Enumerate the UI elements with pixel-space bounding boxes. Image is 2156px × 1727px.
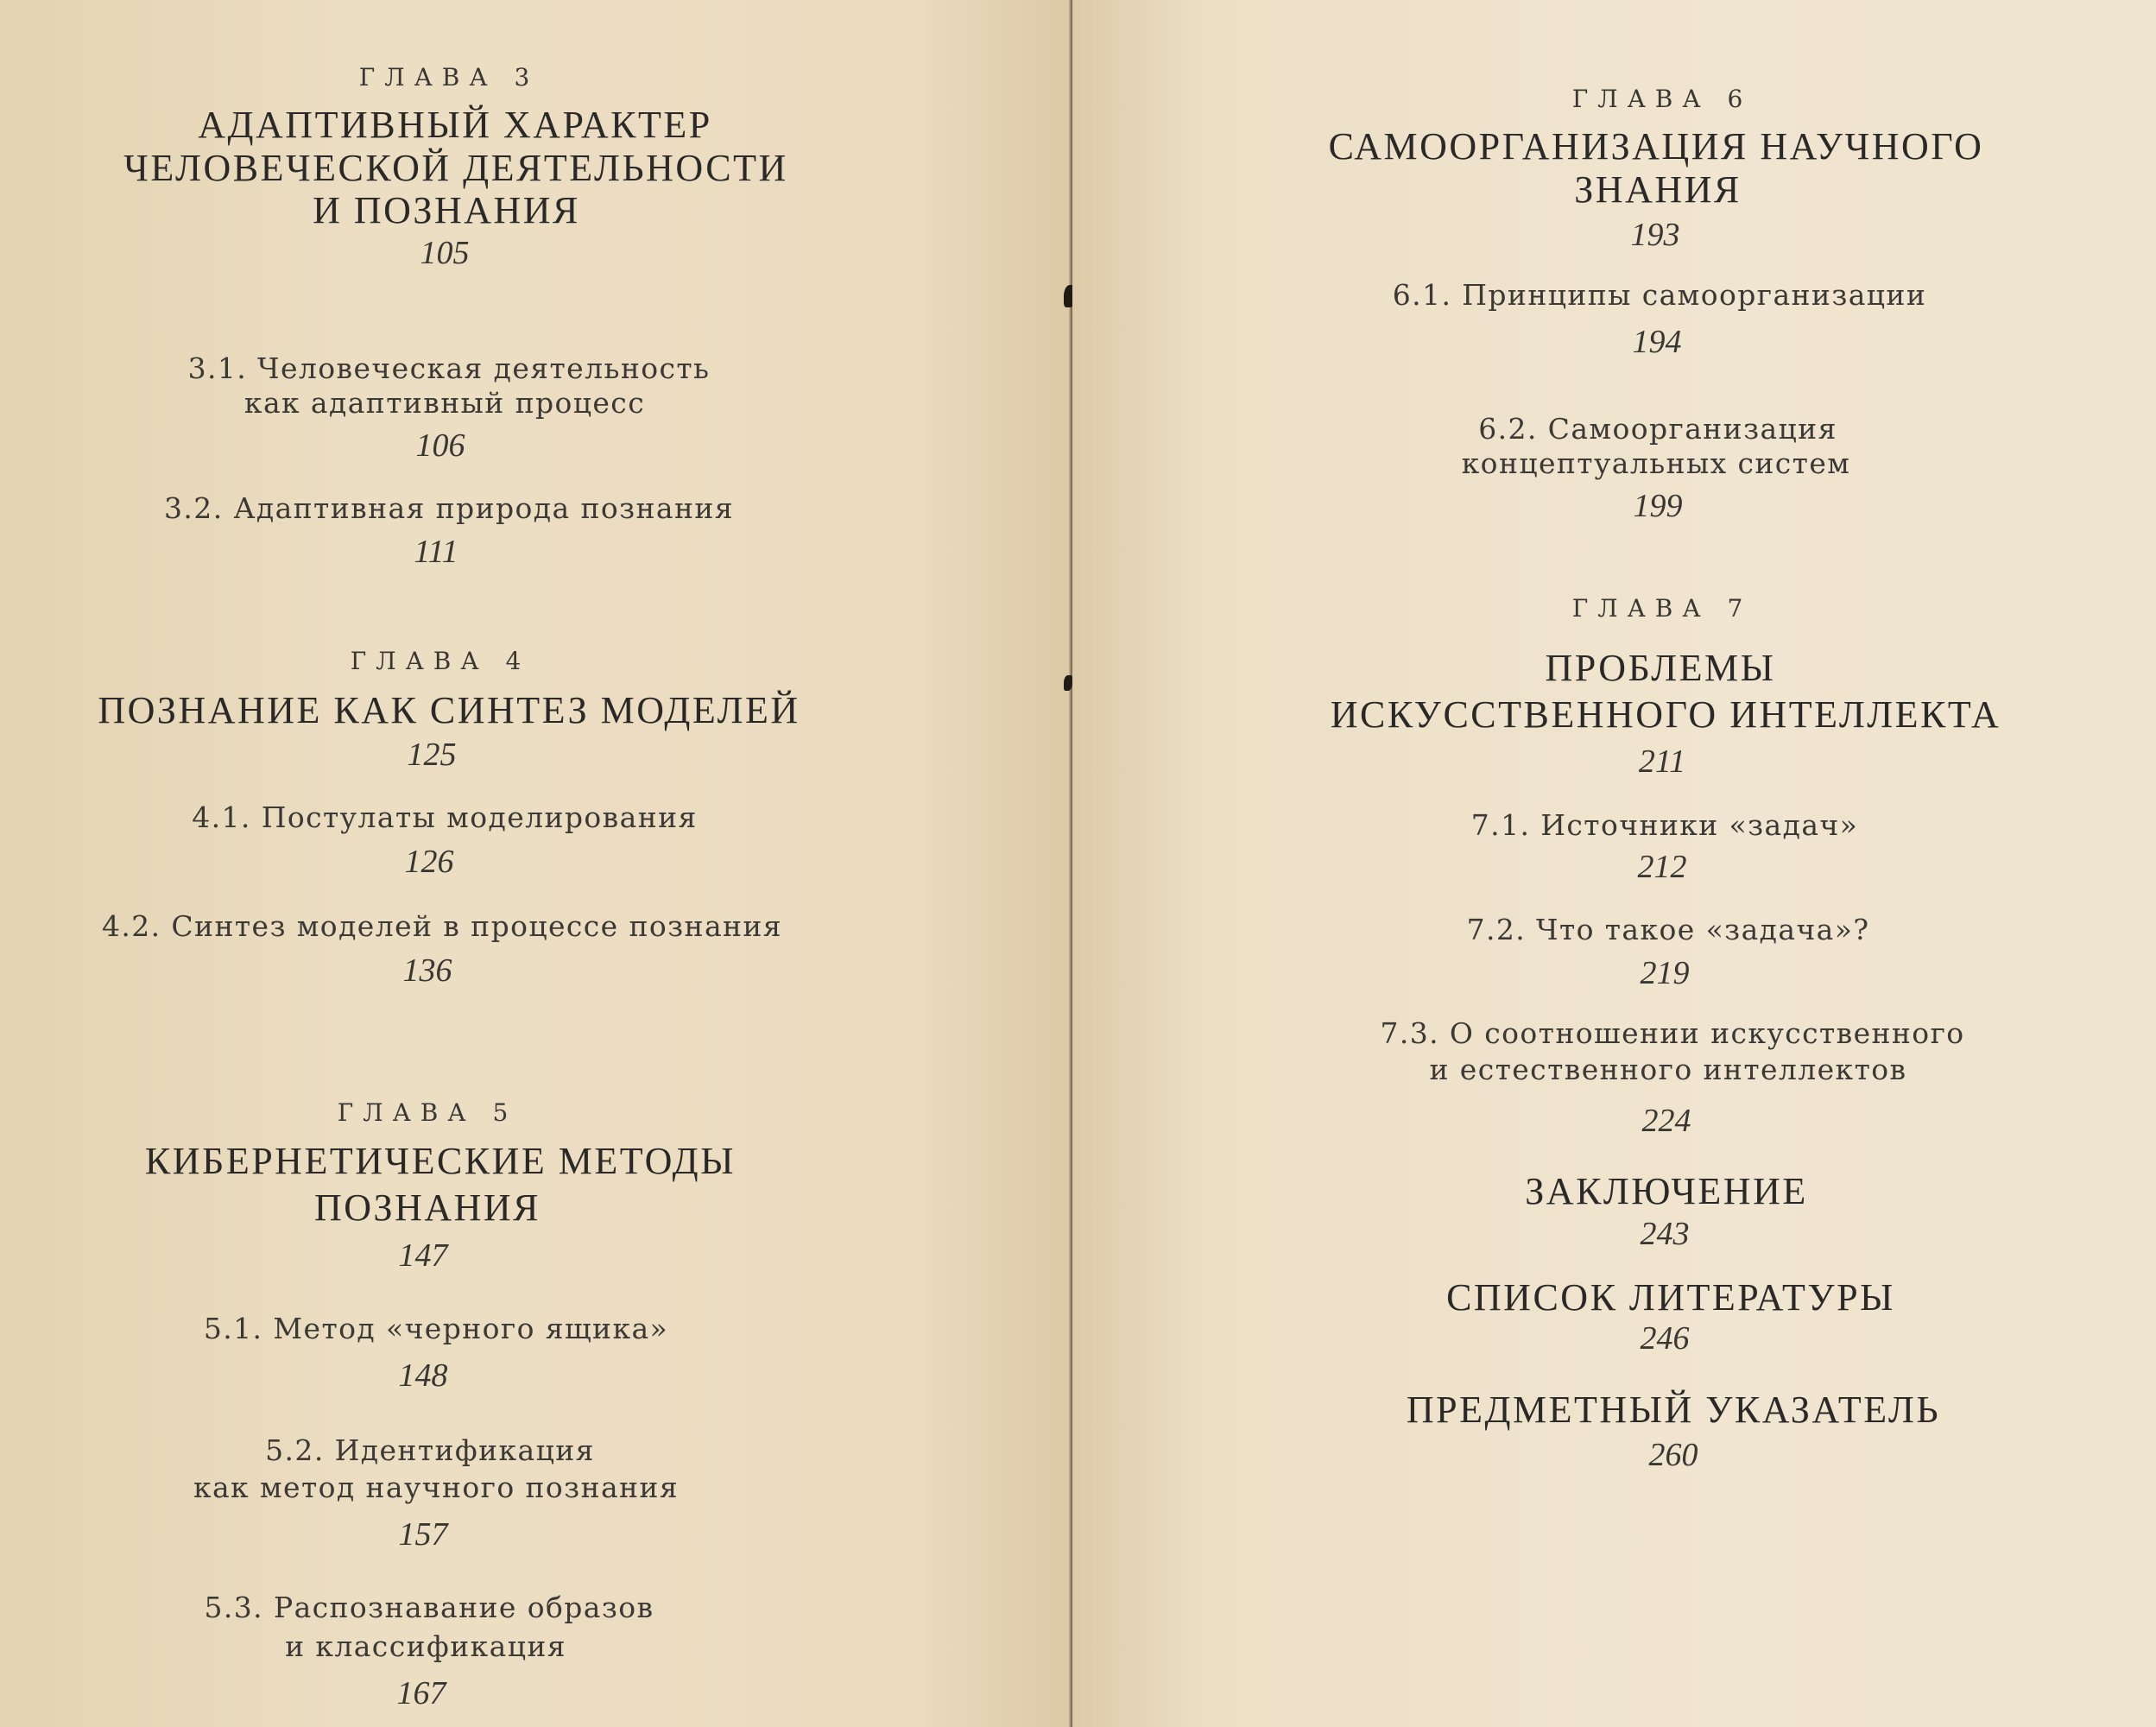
section-6-2-line-1: 6.2. Самоорганизация: [1478, 412, 1837, 446]
section-3-1-page-number: 106: [415, 427, 465, 464]
bibliography-title: СПИСОК ЛИТЕРАТУРЫ: [1446, 1276, 1895, 1319]
section-4-1-page-number: 126: [404, 844, 454, 880]
chapter-4-label: ГЛАВА 4: [350, 647, 531, 675]
chapter-3-title-line-1: АДАПТИВНЫЙ ХАРАКТЕР: [198, 104, 712, 146]
binding-thread-mark: [1064, 675, 1072, 691]
section-6-1-page-number: 194: [1632, 324, 1682, 360]
chapter-4-title: ПОЗНАНИЕ КАК СИНТЕЗ МОДЕЛЕЙ: [98, 689, 800, 731]
section-5-1-page-number: 148: [398, 1357, 448, 1394]
section-3-1-line-2: как адаптивный процесс: [243, 386, 646, 420]
section-7-3-line-1: 7.3. О соотношении искусственного: [1380, 1016, 1965, 1050]
section-7-2-page-number: 219: [1640, 955, 1690, 991]
section-7-2-title: 7.2. Что такое «задача»?: [1466, 913, 1870, 946]
chapter-6-page-number: 193: [1630, 217, 1680, 253]
section-4-2-page-number: 136: [402, 952, 452, 989]
chapter-3-page-number: 105: [420, 235, 470, 271]
section-3-2-page-number: 111: [414, 534, 458, 570]
chapter-5-label: ГЛАВА 5: [337, 1098, 518, 1127]
chapter-3-title-line-3: И ПОЗНАНИЯ: [313, 189, 580, 231]
chapter-7-page-number: 211: [1638, 743, 1686, 780]
chapter-7-title-line-2: ИСКУССТВЕННОГО ИНТЕЛЛЕКТА: [1330, 693, 2001, 736]
section-5-3-line-1: 5.3. Распознавание образов: [204, 1591, 654, 1624]
chapter-3-label: ГЛАВА 3: [358, 63, 540, 92]
chapter-7-title-line-1: ПРОБЛЕМЫ: [1545, 647, 1776, 689]
subject-index-page-number: 260: [1648, 1437, 1698, 1473]
section-6-2-line-2: концептуальных систем: [1461, 446, 1851, 480]
chapter-3-title-line-2: ЧЕЛОВЕЧЕСКОЙ ДЕЯТЕЛЬНОСТИ: [123, 147, 788, 189]
chapter-7-label: ГЛАВА 7: [1571, 594, 1753, 623]
section-5-3-page-number: 167: [396, 1675, 446, 1711]
section-5-3-line-2: и классификация: [285, 1629, 566, 1663]
conclusion-title: ЗАКЛЮЧЕНИЕ: [1525, 1170, 1808, 1212]
section-7-3-line-2: и естественного интеллектов: [1429, 1053, 1907, 1086]
section-5-2-line-1: 5.2. Идентификация: [265, 1433, 595, 1467]
chapter-5-page-number: 147: [398, 1237, 448, 1274]
bibliography-page-number: 246: [1640, 1320, 1690, 1357]
chapter-6-title-line-1: САМООРГАНИЗАЦИЯ НАУЧНОГО: [1328, 125, 1984, 168]
chapter-5-title-line-1: КИБЕРНЕТИЧЕСКИЕ МЕТОДЫ: [144, 1140, 737, 1182]
section-4-1-title: 4.1. Постулаты моделирования: [192, 800, 698, 834]
section-7-3-page-number: 224: [1641, 1103, 1691, 1139]
section-6-1-title: 6.1. Принципы самоорганизации: [1392, 278, 1927, 312]
section-7-1-page-number: 212: [1637, 849, 1687, 885]
section-3-1-line-1: 3.1. Человеческая деятельность: [187, 351, 711, 385]
section-4-2-title: 4.2. Синтез моделей в процессе познания: [101, 909, 783, 943]
section-7-1-title: 7.1. Источники «задач»: [1470, 808, 1859, 842]
chapter-4-page-number: 125: [407, 737, 457, 773]
section-3-2-title: 3.2. Адаптивная природа познания: [164, 491, 734, 525]
chapter-6-title-line-2: ЗНАНИЯ: [1574, 168, 1742, 211]
section-5-2-line-2: как метод научного познания: [193, 1471, 680, 1504]
section-5-1-title: 5.1. Метод «черного ящика»: [203, 1312, 669, 1345]
section-5-2-page-number: 157: [398, 1516, 448, 1553]
right-page: [1072, 0, 2156, 1727]
chapter-6-label: ГЛАВА 6: [1571, 85, 1753, 113]
conclusion-page-number: 243: [1640, 1216, 1690, 1252]
subject-index-title: ПРЕДМЕТНЫЙ УКАЗАТЕЛЬ: [1406, 1389, 1941, 1431]
section-6-2-page-number: 199: [1633, 488, 1683, 524]
chapter-5-title-line-2: ПОЗНАНИЯ: [313, 1186, 541, 1229]
left-page: [0, 0, 1071, 1727]
